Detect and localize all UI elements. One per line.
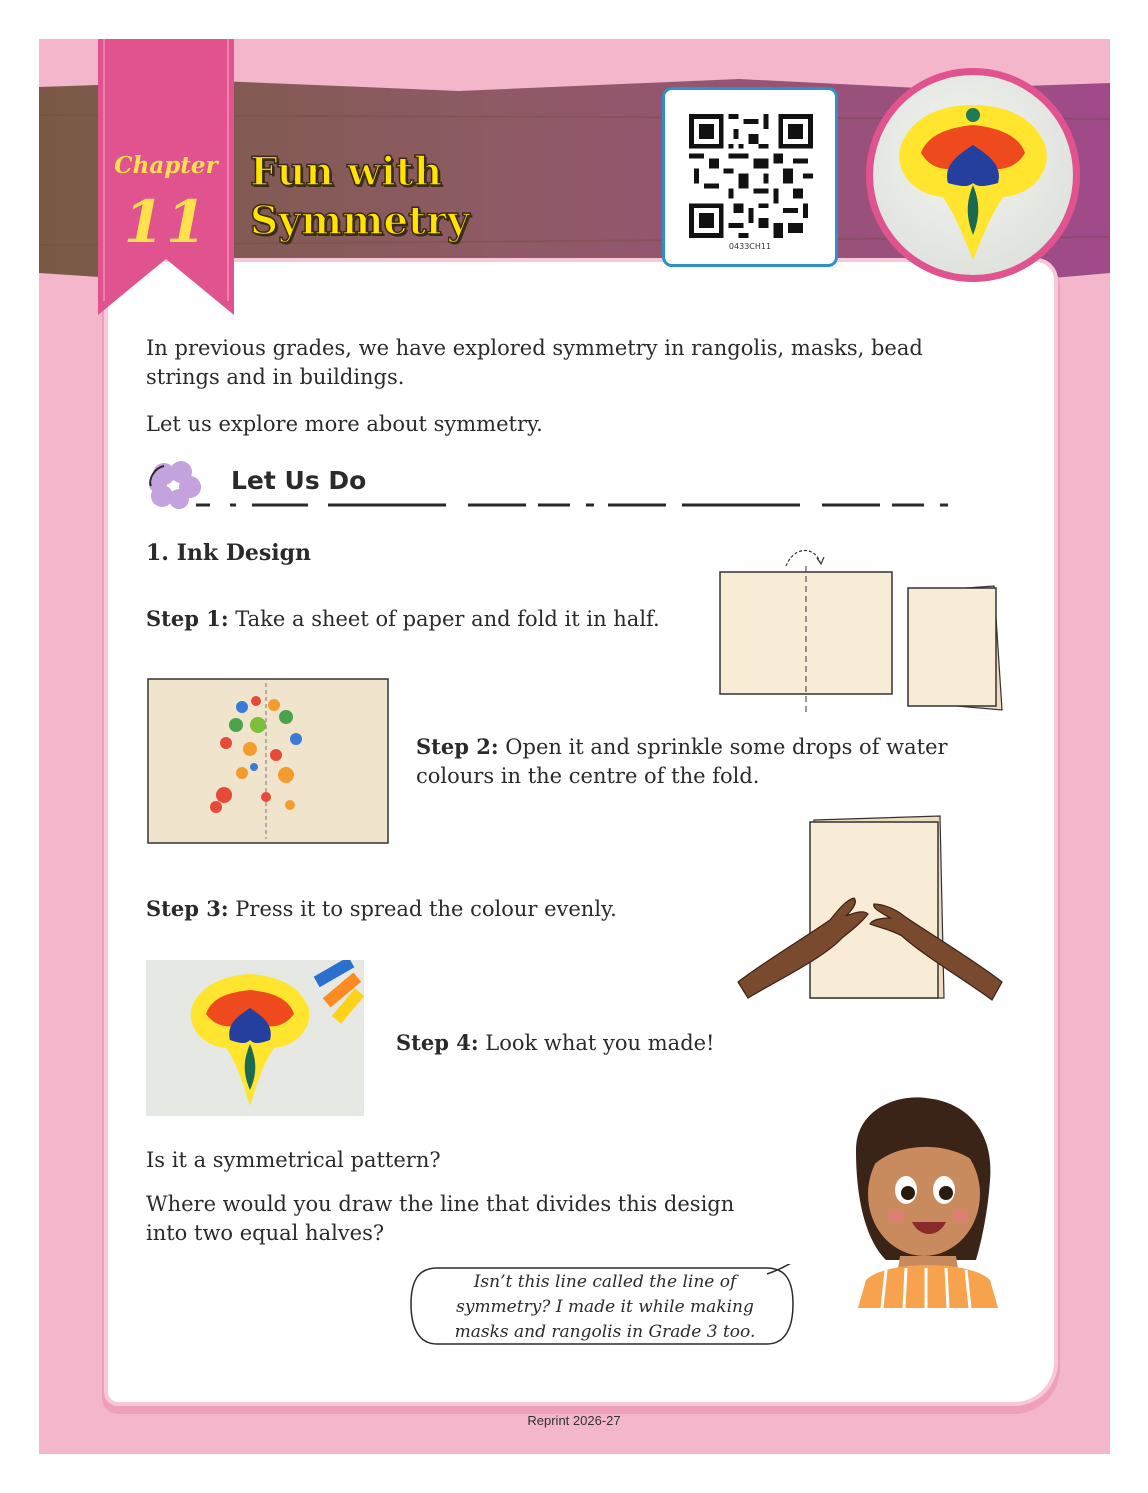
question-2: [146, 1190, 734, 1248]
paint-drops-illustration: [146, 677, 390, 845]
girl-character-illustration: [826, 1090, 1006, 1308]
qr-code-icon: [689, 114, 813, 238]
ink-blot-photo: [866, 68, 1080, 282]
pressing-hands-illustration: [734, 812, 1006, 1014]
intro-line-1: In previous grades, we have explored symmetry in rangolis, masks, bead: [146, 336, 923, 360]
ink-design-photo: [146, 960, 364, 1116]
step-4: [396, 1028, 715, 1058]
step-3: [146, 894, 617, 924]
step-3-label: Step 3:: [146, 896, 229, 921]
activity-heading: 1. Ink Design: [146, 540, 312, 566]
ink-design-photo-image: [146, 960, 364, 1116]
qr-caption: 0433CH11: [728, 242, 772, 251]
question-2-line2: into two equal halves?: [146, 1221, 385, 1245]
step-3-text: Press it to spread the colour evenly.: [235, 897, 617, 921]
footer-reprint: Reprint 2026-27: [527, 1413, 621, 1428]
ink-blot-image: [873, 75, 1073, 275]
step-4-text: Look what you made!: [485, 1031, 715, 1055]
step-1: [146, 604, 660, 634]
step-1-label: Step 1:: [146, 606, 229, 631]
section-title: Let Us Do: [231, 466, 367, 495]
speech-bubble-text: [430, 1270, 780, 1345]
step-1-text: Take a sheet of paper and fold it in half.: [235, 607, 660, 631]
speech-line-1: Isn’t this line called the line of: [473, 1272, 737, 1292]
intro-line-2: strings and in buildings.: [146, 365, 405, 389]
chapter-title-line2: Symmetry: [250, 198, 470, 244]
speech-line-3: masks and rangolis in Grade 3 too.: [454, 1322, 756, 1342]
chapter-number: 11: [123, 188, 209, 256]
intro-paragraph-1: [146, 334, 923, 392]
question-2-line1: Where would you draw the line that divides this design: [146, 1192, 735, 1216]
intro-paragraph-2: Let us explore more about symmetry.: [146, 412, 543, 436]
step-4-label: Step 4:: [396, 1030, 479, 1055]
chapter-label: Chapter: [114, 152, 218, 179]
section-underline: [196, 502, 952, 508]
chapter-title: [250, 148, 469, 246]
step-2: [416, 732, 1002, 791]
question-1: Is it a symmetrical pattern?: [146, 1148, 441, 1172]
step-2-text-line1: Open it and sprinkle some drops of water: [505, 735, 948, 759]
speech-line-2: symmetry? I made it while making: [456, 1297, 754, 1317]
step-2-label: Step 2:: [416, 734, 499, 759]
folding-paper-illustration: [716, 544, 1006, 716]
step-2-text-line2: colours in the centre of the fold.: [416, 764, 760, 788]
qr-code-card[interactable]: [662, 87, 838, 267]
chapter-title-line1: Fun with: [250, 149, 443, 195]
